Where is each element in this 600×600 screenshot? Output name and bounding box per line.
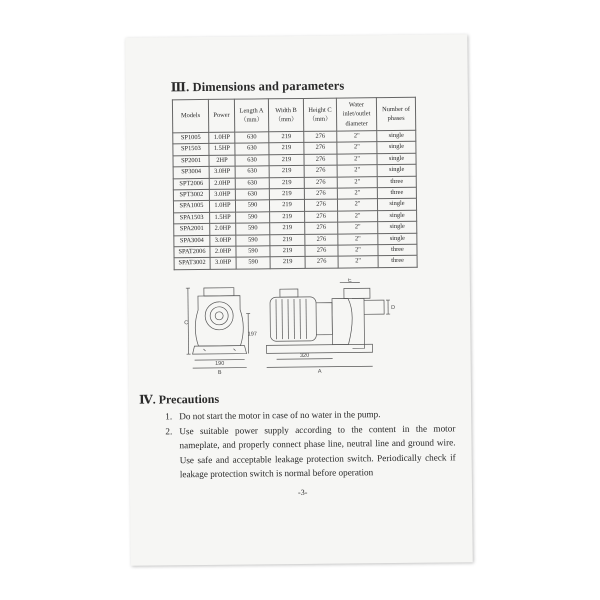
cell-height: 276 — [304, 199, 337, 211]
cell-diameter: 2" — [337, 176, 377, 188]
cell-width: 219 — [269, 188, 304, 200]
header-power: Power — [208, 99, 234, 132]
cell-width: 219 — [270, 234, 305, 246]
cell-model: SP1503 — [173, 144, 209, 156]
cell-phases: single — [377, 142, 416, 154]
cell-power: 1.0HP — [209, 201, 235, 213]
dim-label-b: B — [217, 369, 222, 376]
cell-power: 3.0HP — [209, 189, 235, 201]
cell-model: SP1005 — [173, 132, 209, 144]
table-header-row — [172, 97, 415, 133]
cell-power: 2HP — [209, 155, 235, 167]
cell-length: 590 — [236, 212, 270, 224]
header-length: Length A（mm） — [234, 99, 268, 132]
cell-diameter: 2" — [338, 256, 378, 268]
cell-phases: three — [377, 187, 416, 199]
cell-width: 219 — [270, 211, 305, 223]
cell-diameter: 2" — [337, 199, 377, 211]
cell-height: 276 — [304, 188, 337, 200]
cell-width: 219 — [269, 200, 304, 212]
cell-diameter: 2" — [338, 210, 378, 222]
cell-power: 1.0HP — [209, 132, 235, 144]
cell-power: 3.0HP — [210, 235, 236, 247]
cell-length: 590 — [236, 223, 270, 235]
cell-model: SPAT2006 — [174, 246, 210, 258]
cell-phases: three — [377, 176, 416, 188]
cell-diameter: 2" — [337, 153, 377, 165]
pump-dimension-diagram — [184, 278, 417, 380]
pump-side-view — [266, 288, 385, 353]
cell-model: SPT2006 — [173, 178, 209, 190]
cell-phases: single — [377, 199, 416, 211]
cell-power: 3.0HP — [210, 257, 236, 269]
cell-diameter: 2" — [338, 222, 378, 234]
cell-diameter: 2" — [337, 188, 377, 200]
header-diameter: Water inlet/outlet diameter — [336, 98, 376, 131]
cell-phases: single — [377, 153, 416, 165]
cell-model: SPA3004 — [174, 235, 210, 247]
list-item — [165, 421, 456, 482]
cell-width: 219 — [269, 131, 304, 143]
cell-diameter: 2" — [338, 233, 378, 245]
section-4-title: Ⅳ. Precautions — [138, 391, 220, 407]
cell-length: 630 — [235, 189, 269, 201]
cell-length: 630 — [235, 177, 269, 189]
header-width: Width B（mm） — [268, 98, 303, 131]
cell-diameter: 2" — [338, 245, 378, 257]
cell-diameter: 2" — [337, 131, 377, 143]
cell-height: 276 — [304, 177, 337, 189]
cell-phases: single — [377, 130, 416, 142]
dim-label-d: D — [391, 304, 396, 312]
parameters-table — [172, 97, 418, 270]
cell-height: 276 — [305, 245, 338, 257]
dim-label-e: E — [347, 277, 352, 284]
precautions-list — [165, 406, 456, 482]
cell-width: 219 — [269, 154, 304, 166]
cell-model: SPA1005 — [173, 201, 209, 213]
cell-length: 590 — [236, 234, 270, 246]
cell-length: 590 — [235, 200, 269, 212]
cell-width: 219 — [269, 166, 304, 178]
cell-width: 219 — [270, 245, 305, 257]
cell-width: 219 — [270, 223, 305, 235]
cell-height: 276 — [304, 131, 337, 143]
item-number: 1. — [165, 411, 173, 422]
cell-phases: single — [378, 210, 417, 222]
item-text: Use suitable power supply according to the content in the motor nameplate, and properly connect phase line, neutral line and ground wire. Use safe and acceptable leakage protection switch. Periodically check if leakage protection switch is normal before operation — [179, 422, 456, 480]
cell-height: 276 — [305, 234, 338, 246]
cell-width: 219 — [270, 257, 305, 269]
table-row — [174, 256, 417, 270]
dim-label-c: C — [184, 320, 189, 327]
cell-height: 276 — [304, 154, 337, 166]
cell-height: 276 — [305, 211, 338, 223]
section-3-title: Ⅲ. Dimensions and parameters — [170, 78, 345, 95]
item-text: Do not start the motor in case of no water in the pump. — [179, 409, 381, 422]
pump-front-view — [192, 288, 247, 355]
cell-height: 276 — [304, 165, 337, 177]
cell-phases: three — [378, 244, 417, 256]
cell-diameter: 2" — [337, 165, 377, 177]
cell-height: 276 — [304, 142, 337, 154]
cell-height: 276 — [305, 222, 338, 234]
cell-length: 630 — [235, 143, 269, 155]
cell-power: 2.0HP — [210, 223, 236, 235]
cell-length: 590 — [236, 257, 270, 269]
page-number: -3- — [297, 487, 308, 498]
manual-page — [125, 34, 473, 566]
cell-model: SPAT3002 — [174, 258, 210, 270]
header-models: Models — [172, 99, 208, 132]
dim-label-197: 197 — [247, 331, 257, 338]
cell-power: 2.0HP — [210, 246, 236, 258]
cell-width: 219 — [269, 143, 304, 155]
cell-model: SPA1503 — [174, 212, 210, 224]
cell-length: 630 — [235, 166, 269, 178]
header-phases: Number of phases — [376, 97, 415, 130]
cell-power: 1.5HP — [209, 144, 235, 156]
cell-length: 630 — [235, 155, 269, 167]
dim-label-190: 190 — [215, 360, 225, 367]
item-number: 2. — [165, 425, 173, 436]
cell-model: SP3004 — [173, 167, 209, 179]
cell-length: 630 — [235, 132, 269, 144]
cell-phases: single — [378, 221, 417, 233]
cell-diameter: 2" — [337, 142, 377, 154]
cell-phases: single — [378, 233, 417, 245]
cell-phases: three — [378, 256, 417, 268]
dim-label-a: A — [317, 368, 322, 375]
cell-length: 590 — [236, 246, 270, 258]
header-height: Height C（mm） — [303, 98, 336, 131]
cell-width: 219 — [269, 177, 304, 189]
cell-model: SPT3002 — [173, 189, 209, 201]
cell-phases: single — [377, 164, 416, 176]
cell-height: 276 — [305, 256, 338, 268]
dim-label-320: 320 — [299, 352, 310, 359]
cell-power: 2.0HP — [209, 178, 235, 190]
cell-power: 1.5HP — [210, 212, 236, 224]
cell-power: 3.0HP — [209, 166, 235, 178]
cell-model: SPA2001 — [174, 224, 210, 236]
cell-model: SP2001 — [173, 155, 209, 167]
